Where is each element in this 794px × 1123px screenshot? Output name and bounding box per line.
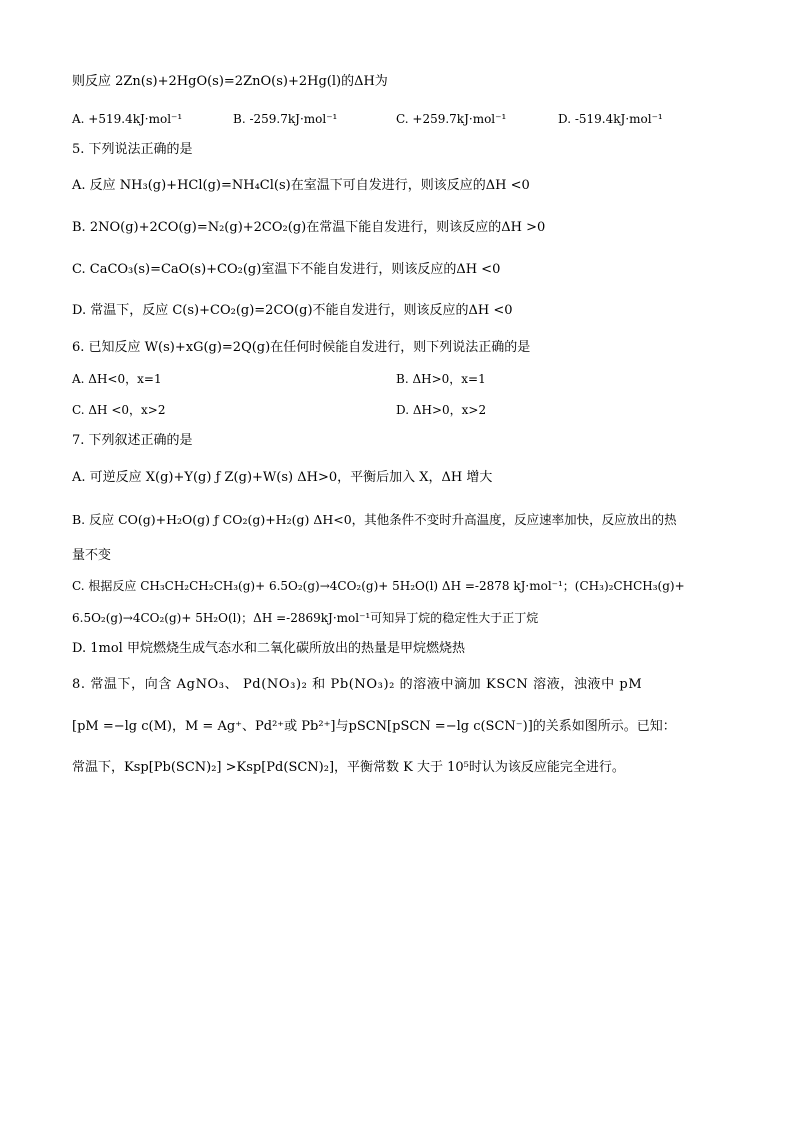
- q7-option-b-line1: B. 反应 CO(g)+H₂O(g) ƒ CO₂(g)+H₂(g) ΔH<0，其他条件不变时升高温度，反应速率加快，反应放出的热: [72, 512, 677, 527]
- q5-option-d: D. 常温下，反应 C(s)+CO₂(g)=2CO(g)不能自发进行，则该反应的ΔH <0: [72, 303, 513, 318]
- q6-option-a: A. ΔH<0，x=1: [72, 372, 162, 386]
- q4-option-b: B. -259.7kJ·mol⁻¹: [233, 112, 338, 126]
- q4-option-a: A. +519.4kJ·mol⁻¹: [72, 112, 183, 126]
- q5-stem: 5. 下列说法正确的是: [72, 142, 193, 157]
- q5-option-c: C. CaCO₃(s)=CaO(s)+CO₂(g)室温下不能自发进行，则该反应的ΔH <0: [72, 262, 501, 277]
- q6-option-d: D. ΔH>0，x>2: [396, 403, 487, 417]
- q5-option-b: B. 2NO(g)+2CO(g)=N₂(g)+2CO₂(g)在常温下能自发进行，则该反应的ΔH >0: [72, 220, 546, 235]
- q7-option-a: A. 可逆反应 X(g)+Y(g) ƒ Z(g)+W(s) ΔH>0，平衡后加入 X，ΔH 增大: [72, 470, 493, 485]
- q6-stem: 6. 已知反应 W(s)+xG(g)=2Q(g)在任何时候能自发进行，则下列说法正确的是: [72, 340, 531, 355]
- q8-line1: 8. 常温下，向含 AgNO₃、 Pd(NO₃)₂ 和 Pb(NO₃)₂ 的溶液中滴加 KSCN 溶液，浊液中 pM: [72, 677, 643, 692]
- q7-option-d: D. 1mol 甲烷燃烧生成气态水和二氧化碳所放出的热量是甲烷燃烧热: [72, 641, 465, 656]
- q7-option-b-line2: 量不变: [72, 548, 112, 563]
- q7-stem: 7. 下列叙述正确的是: [72, 433, 193, 448]
- q6-option-c: C. ΔH <0，x>2: [72, 403, 166, 417]
- q8-line3: 常温下，Ksp[Pb(SCN)₂] >Ksp[Pd(SCN)₂]，平衡常数 K 大于 10⁵时认为该反应能完全进行。: [72, 760, 625, 775]
- q5-option-a: A. 反应 NH₃(g)+HCl(g)=NH₄Cl(s)在室温下可自发进行，则该反应的ΔH <0: [72, 178, 530, 193]
- q4-stem: 则反应 2Zn(s)+2HgO(s)=2ZnO(s)+2Hg(l)的ΔH为: [72, 74, 388, 89]
- q7-option-c-line1: C. 根据反应 CH₃CH₂CH₂CH₃(g)+ 6.5O₂(g)→4CO₂(g)+ 5H₂O(l) ΔH =-2878 kJ·mol⁻¹；(CH₃)₂CHCH₃(g)+: [72, 579, 685, 593]
- q8-line2: [pM =−lg c(M)，M = Ag⁺、Pd²⁺或 Pb²⁺]与pSCN[pSCN =−lg c(SCN⁻)]的关系如图所示。已知：: [72, 719, 676, 734]
- q6-option-b: B. ΔH>0，x=1: [396, 372, 486, 386]
- q7-option-c-line2: 6.5O₂(g)→4CO₂(g)+ 5H₂O(l)；ΔH =-2869kJ·mol⁻¹可知异丁烷的稳定性大于正丁烷: [72, 611, 539, 625]
- q4-option-d: D. -519.4kJ·mol⁻¹: [558, 112, 663, 126]
- q4-option-c: C. +259.7kJ·mol⁻¹: [396, 112, 507, 126]
